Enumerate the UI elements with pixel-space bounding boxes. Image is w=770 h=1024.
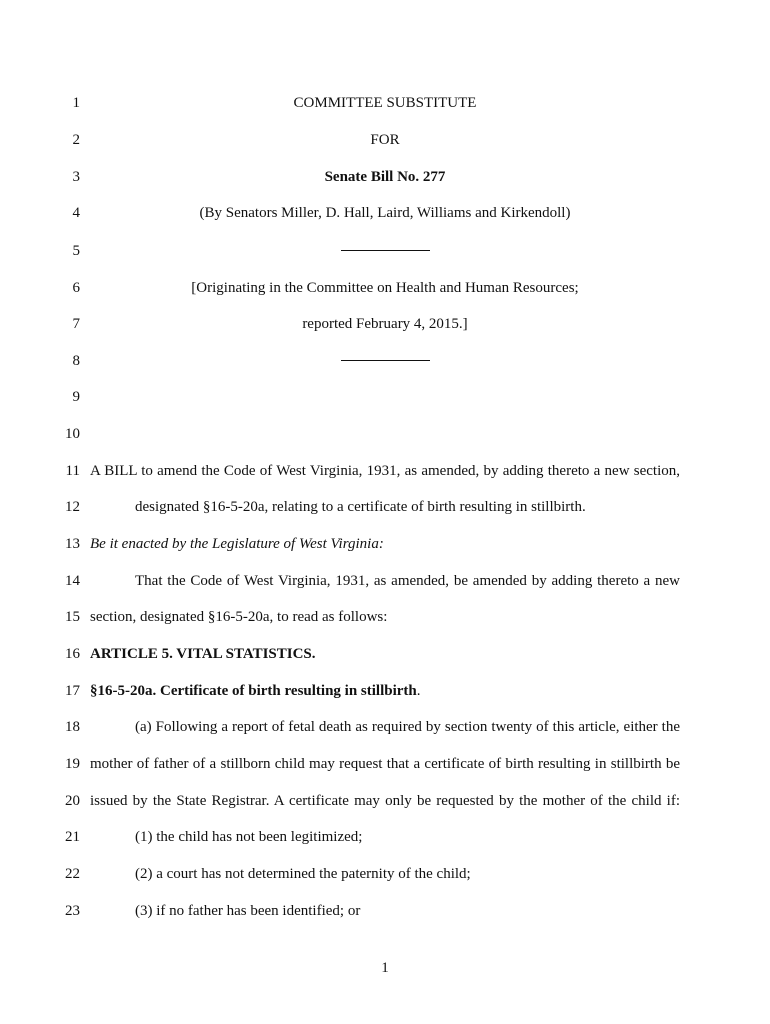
line-5 bbox=[0, 239, 770, 263]
line-number: 1 bbox=[72, 95, 80, 111]
line-number: 6 bbox=[72, 280, 80, 296]
line-1 bbox=[0, 91, 770, 115]
bill-title: Senate Bill No. 277 bbox=[324, 169, 446, 185]
line-number: 21 bbox=[65, 829, 80, 845]
divider-rule bbox=[341, 360, 430, 361]
line-12 bbox=[0, 495, 770, 519]
page-number: 1 bbox=[381, 960, 389, 976]
divider-rule bbox=[341, 250, 430, 251]
line-10 bbox=[0, 422, 770, 446]
bill-intro-cont: designated §16-5-20a, relating to a certificate of birth resulting in stillbirth. bbox=[135, 499, 586, 515]
line-number: 7 bbox=[72, 316, 80, 332]
line-6 bbox=[0, 276, 770, 300]
line-16 bbox=[0, 642, 770, 666]
line-14 bbox=[0, 569, 770, 593]
line-number: 14 bbox=[65, 573, 80, 589]
doc-subheading: FOR bbox=[370, 132, 400, 148]
line-number: 12 bbox=[65, 499, 80, 515]
line-number: 2 bbox=[72, 132, 80, 148]
body-paragraph: That the Code of West Virginia, 1931, as amended, be amended by adding thereto a new bbox=[135, 573, 680, 589]
article-heading: ARTICLE 5. VITAL STATISTICS. bbox=[90, 646, 316, 662]
line-number: 19 bbox=[65, 756, 80, 772]
list-item-3: (3) if no father has been identified; or bbox=[135, 903, 361, 919]
enacting-clause: Be it enacted by the Legislature of West Virginia: bbox=[90, 536, 384, 552]
line-8 bbox=[0, 349, 770, 373]
line-17 bbox=[0, 679, 770, 703]
subsection-a-cont: issued by the State Registrar. A certificate may only be requested by the mother of the child if: bbox=[90, 793, 680, 809]
line-15 bbox=[0, 605, 770, 629]
line-4 bbox=[0, 201, 770, 225]
report-date: reported February 4, 2015.] bbox=[302, 316, 468, 332]
section-heading-bold: §16-5-20a. Certificate of birth resulting in stillbirth bbox=[90, 683, 417, 699]
section-heading-period: . bbox=[416, 683, 421, 699]
origin-note: [Originating in the Committee on Health and Human Resources; bbox=[191, 280, 579, 296]
line-18 bbox=[0, 715, 770, 739]
list-item-1: (1) the child has not been legitimized; bbox=[135, 829, 363, 845]
doc-heading: COMMITTEE SUBSTITUTE bbox=[293, 95, 477, 111]
line-number: 5 bbox=[72, 243, 80, 259]
line-number: 16 bbox=[65, 646, 80, 662]
line-number: 22 bbox=[65, 866, 80, 882]
line-20 bbox=[0, 789, 770, 813]
line-number: 9 bbox=[72, 389, 80, 405]
line-22 bbox=[0, 862, 770, 886]
line-number: 18 bbox=[65, 719, 80, 735]
line-19 bbox=[0, 752, 770, 776]
line-number: 10 bbox=[65, 426, 80, 442]
line-23 bbox=[0, 899, 770, 923]
sponsors: (By Senators Miller, D. Hall, Laird, Williams and Kirkendoll) bbox=[199, 205, 571, 221]
body-paragraph-cont: section, designated §16-5-20a, to read as follows: bbox=[90, 609, 388, 625]
line-number: 15 bbox=[65, 609, 80, 625]
section-heading bbox=[90, 679, 421, 703]
subsection-a: (a) Following a report of fetal death as required by section twenty of this article, either the bbox=[135, 719, 680, 735]
line-3 bbox=[0, 165, 770, 189]
line-7 bbox=[0, 312, 770, 336]
bill-intro: A BILL to amend the Code of West Virginia, 1931, as amended, by adding thereto a new section, bbox=[90, 463, 680, 479]
line-9 bbox=[0, 385, 770, 409]
line-number: 8 bbox=[72, 353, 80, 369]
line-number: 3 bbox=[72, 169, 80, 185]
line-13 bbox=[0, 532, 770, 556]
line-number: 23 bbox=[65, 903, 80, 919]
line-number: 13 bbox=[65, 536, 80, 552]
line-2 bbox=[0, 128, 770, 152]
line-21 bbox=[0, 825, 770, 849]
line-11 bbox=[0, 459, 770, 483]
line-number: 11 bbox=[65, 463, 80, 479]
list-item-2: (2) a court has not determined the paternity of the child; bbox=[135, 866, 471, 882]
subsection-a-cont: mother of father of a stillborn child may request that a certificate of birth resulting in stillbirth be bbox=[90, 756, 680, 772]
line-number: 17 bbox=[65, 683, 80, 699]
line-number: 4 bbox=[72, 205, 80, 221]
line-number: 20 bbox=[65, 793, 80, 809]
